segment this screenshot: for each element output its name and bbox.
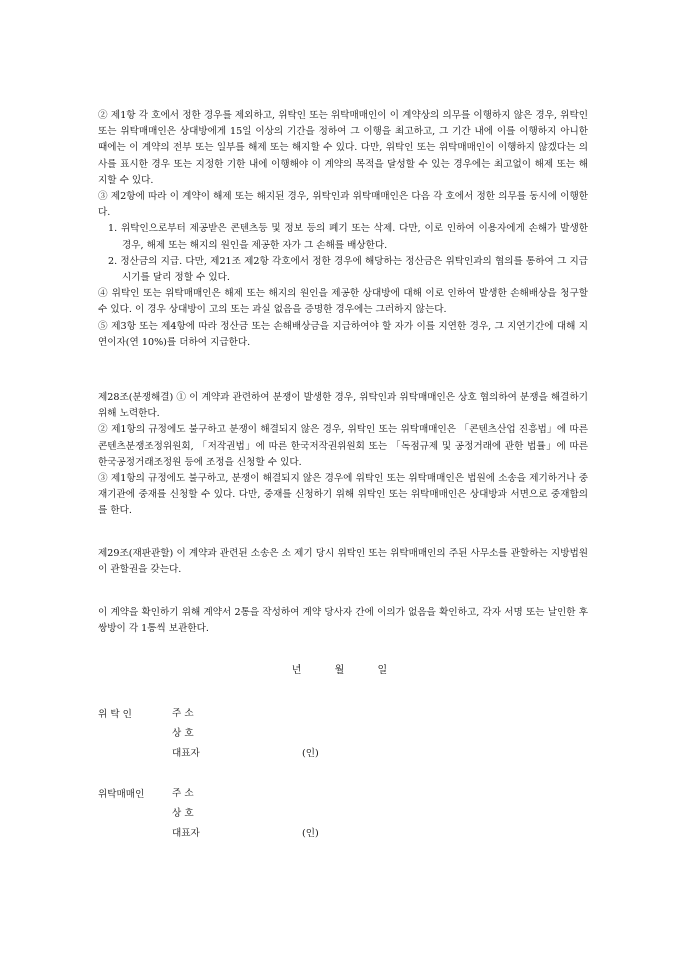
seal-mark: (인) bbox=[302, 828, 319, 839]
paragraph: 제28조(분쟁해결) ① 이 계약과 관련하여 분쟁이 발생한 경우, 위탁인과 위탁매매인은 상호 협의하여 분쟁을 해결하기 위해 노력한다. bbox=[98, 392, 588, 420]
paragraph: ④ 위탁인 또는 위탁매매인은 해제 또는 해지의 원인을 제공한 상대방에 대해 이로 인하여 발생한 손해배상을 청구할 수 있다. 이 경우 상대방이 고의 또는 과실 없음을 증명한 경우에는 그러하지 않는다. bbox=[98, 288, 588, 316]
paragraph: ⑤ 제3항 또는 제4항에 따라 정산금 또는 손해배상금을 지급하여야 할 자가 이를 지연한 경우, 그 지연기간에 대해 지연이자(연 10%)를 더하여 지급한다. bbox=[98, 320, 588, 348]
paragraph: ② 제1항의 규정에도 불구하고 분쟁이 해결되지 않은 경우, 위탁인 또는 위탁매매인은 「콘텐츠산업 진흥법」에 따른 콘텐츠분쟁조정위원회, 「저작권법」에 따른 한국저작권위원회 또는 「독점규제 및 공정거래에 관한 법률」에 따른 한국공정거래조정원 등에 조정을 신청할 수 있다. bbox=[98, 424, 588, 468]
party-role: 위탁매매인 bbox=[98, 789, 145, 800]
party-role: 위 탁 인 bbox=[98, 709, 132, 720]
date-year: 년 bbox=[291, 665, 303, 676]
article-29 bbox=[98, 546, 588, 578]
representative-label: 대표자 bbox=[172, 828, 200, 839]
date-line bbox=[0, 661, 680, 676]
paragraph: 제29조(재판관할) 이 계약과 관련된 소송은 소 제기 당시 위탁인 또는 위탁매매인의 주된 사무소를 관할하는 지방법원이 관할권을 갖는다. bbox=[98, 548, 588, 576]
article-28 bbox=[98, 390, 588, 520]
list-item: 2. 정산금의 지급. 다만, 제21조 제2항 각호에서 정한 경우에 해당하는 정산금은 위탁인과의 협의를 통하여 그 지급시기를 달리 정할 수 있다. bbox=[108, 255, 588, 284]
paragraph: ② 제1항 각 호에서 정한 경우를 제외하고, 위탁인 또는 위탁매매인이 이 계약상의 의무를 이행하지 않은 경우, 위탁인 또는 위탁매매인은 상대방에게 15일 이상의 기간을 정하여 그 이행을 최고하고, 그 기간 내에 이를 이행하지 아니한 때에는 이 계약의 전부 또는 일부를 해제 또는 해지할 수 있다. 다만, 위탁인 또는 위탁매매인이 이행하지 않겠다는 의사를 표시한 경우 또는 지정한 기한 내에 이행해야 이 계약의 목적을 달성할 수 있는 경우에는 최고없이 해제 또는 해지할 수 있다. bbox=[98, 110, 588, 186]
company-label: 상 호 bbox=[172, 808, 194, 819]
paragraph: ③ 제2항에 따라 이 계약이 해제 또는 해지된 경우, 위탁인과 위탁매매인은 다음 각 호에서 정한 의무를 동시에 이행한다. bbox=[98, 191, 588, 219]
paragraph: ③ 제1항의 규정에도 불구하고, 분쟁이 해결되지 않은 경우에 위탁인 또는 위탁매매인은 법원에 소송을 제기하거나 중재기관에 중재를 신청할 수 있다. 다만, 중재를 신청하기 위해 위탁인 또는 위탁매매인은 상대방과 서면으로 중재합의를 한다. bbox=[98, 473, 588, 517]
item-list bbox=[98, 221, 588, 286]
address-label: 주 소 bbox=[172, 708, 194, 719]
address-label: 주 소 bbox=[172, 788, 194, 799]
company-label: 상 호 bbox=[172, 728, 194, 739]
article-27-continuation bbox=[98, 108, 588, 351]
paragraph: 이 계약을 확인하기 위해 계약서 2통을 작성하여 계약 당사자 간에 이의가 없음을 확인하고, 각자 서명 또는 날인한 후 쌍방이 각 1통씩 보관한다. bbox=[98, 607, 588, 635]
list-item: 1. 위탁인으로부터 제공받은 콘텐츠등 및 정보 등의 폐기 또는 삭제. 다만, 이로 인하여 이용자에게 손해가 발생한 경우, 해제 또는 해지의 원인을 제공한 자가 그 손해를 배상한다. bbox=[108, 223, 588, 251]
representative-label: 대표자 bbox=[172, 748, 200, 759]
date-day: 일 bbox=[377, 665, 389, 676]
seal-mark: (인) bbox=[302, 748, 319, 759]
closing-statement bbox=[98, 605, 588, 637]
date-month: 월 bbox=[334, 665, 346, 676]
